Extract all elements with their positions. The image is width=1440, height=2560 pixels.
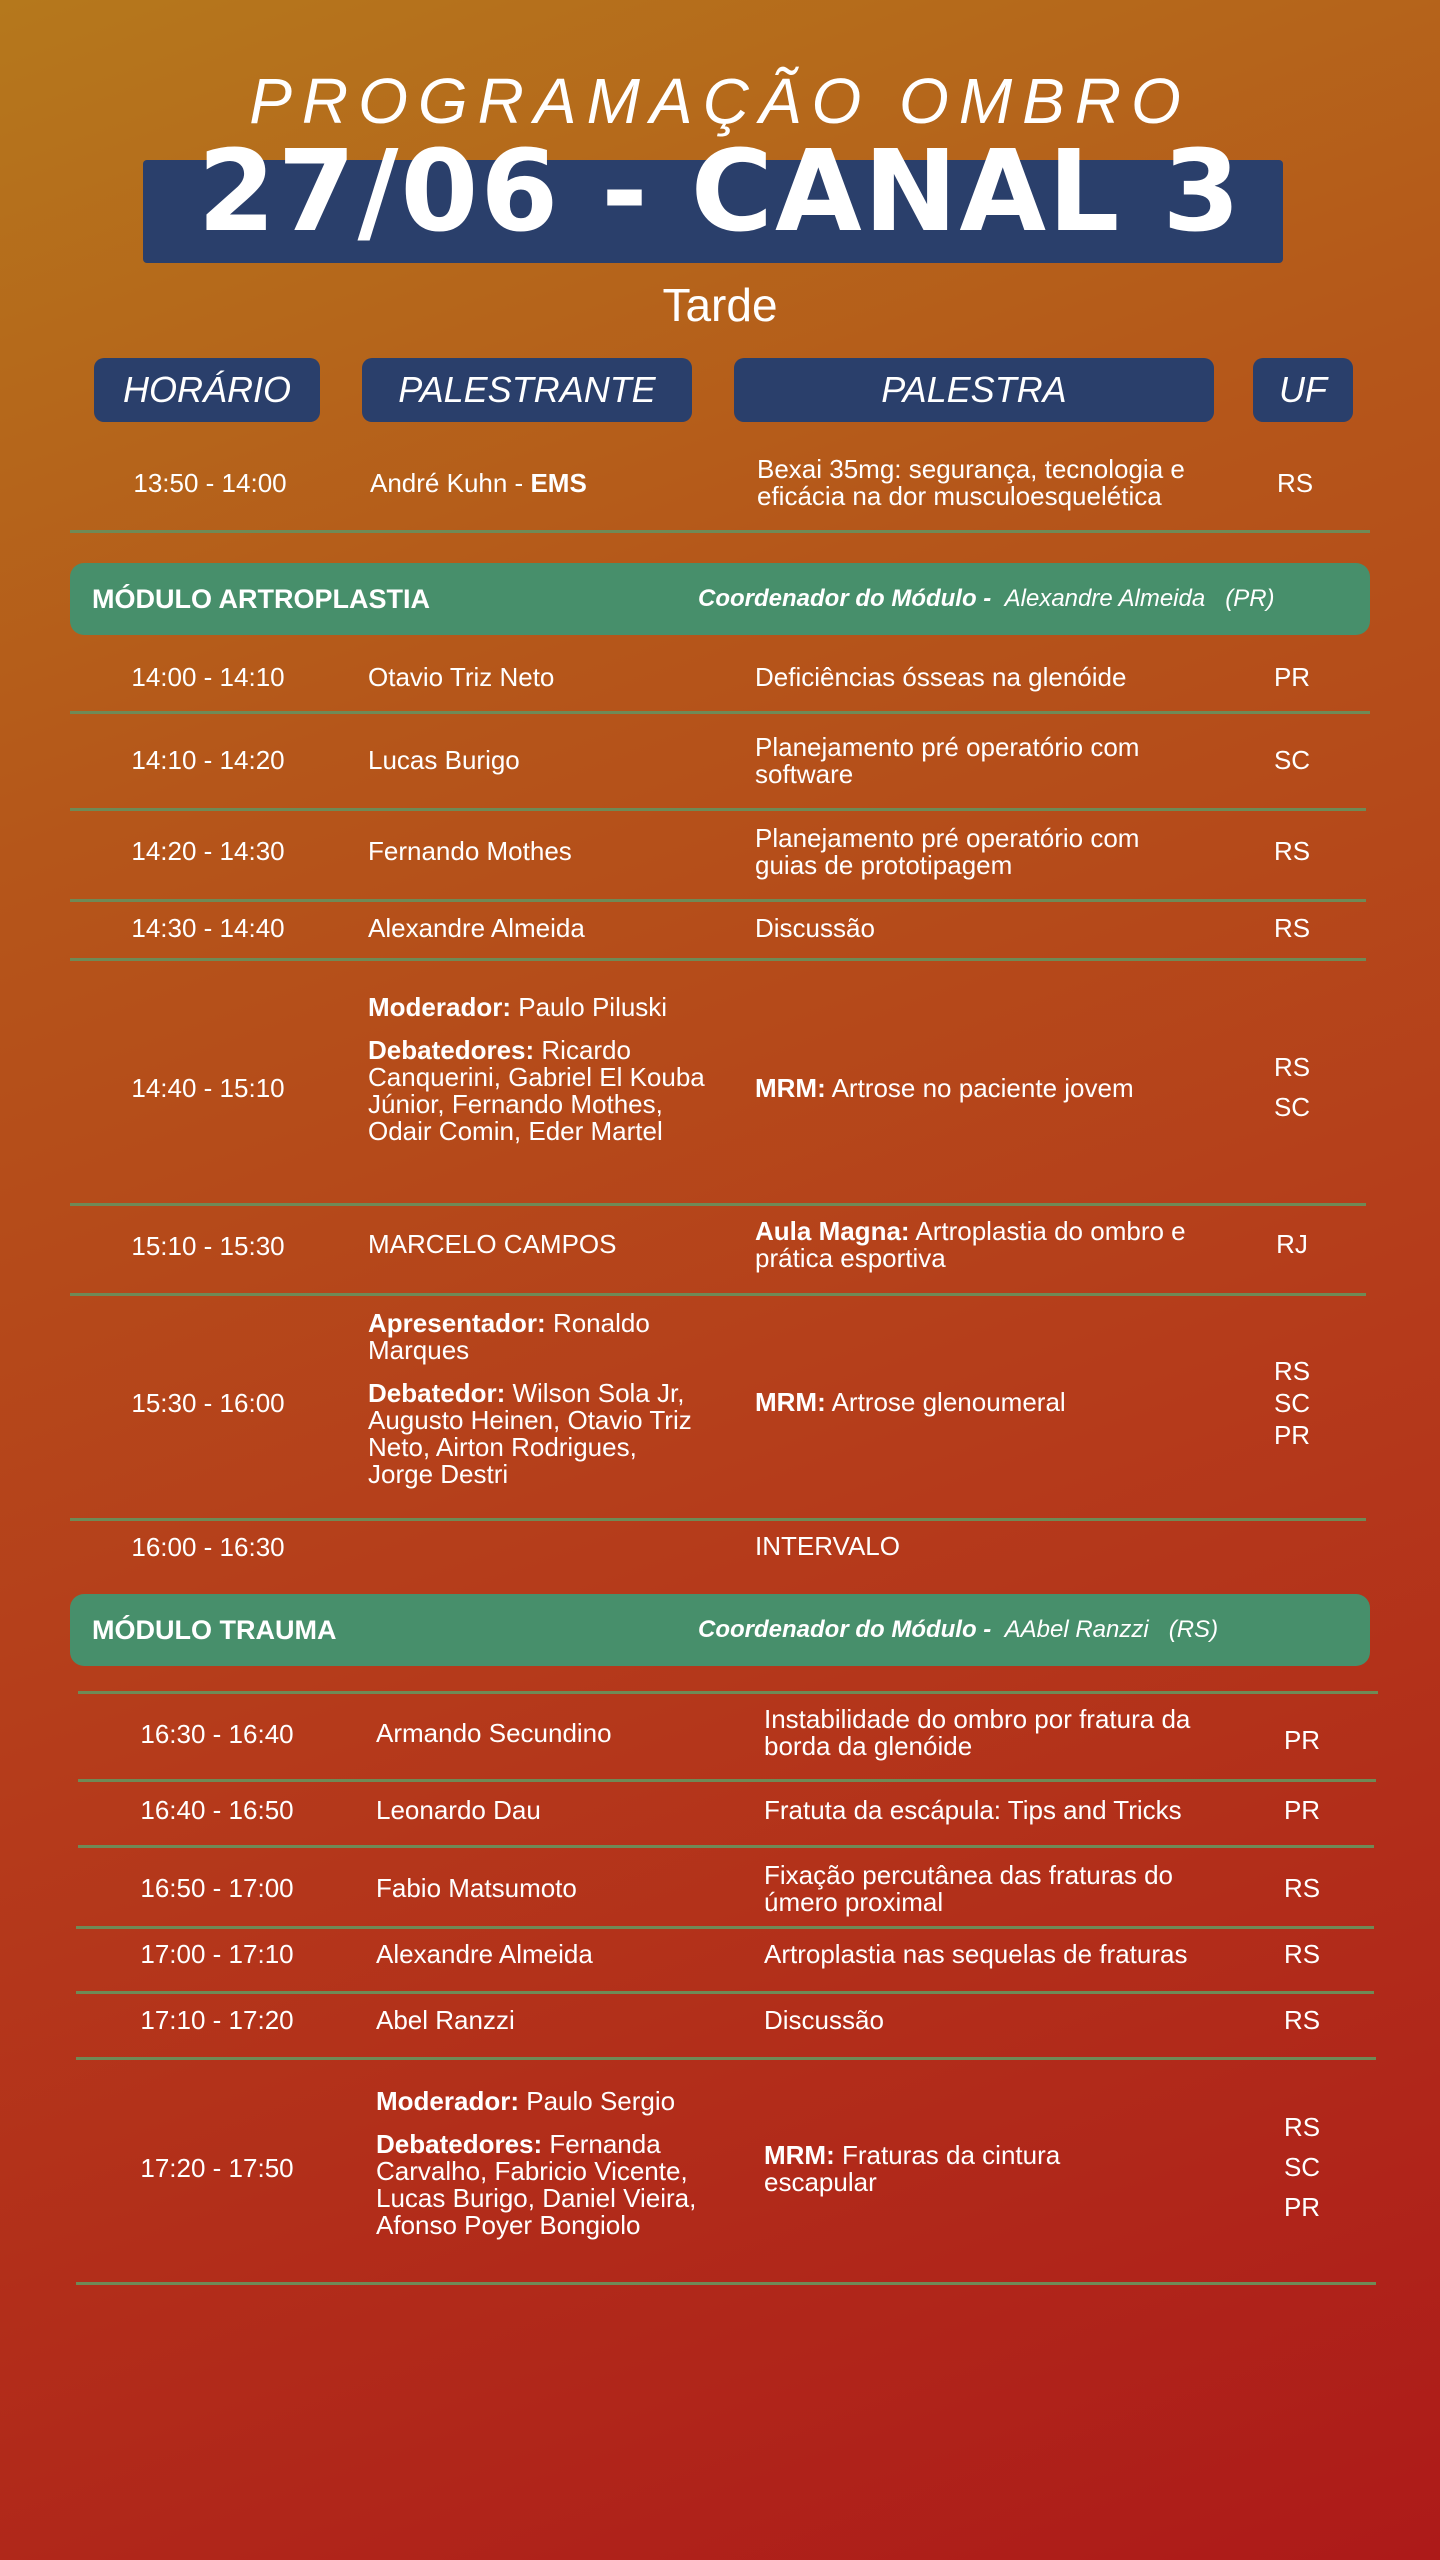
row-speaker: Alexandre Almeida xyxy=(368,913,585,943)
module-coordinator: Coordenador do Módulo - Alexandre Almeida (PR) xyxy=(698,585,1275,612)
row-divider xyxy=(70,899,1366,902)
row-time: 14:20 - 14:30 xyxy=(131,836,285,866)
module-name: MÓDULO TRAUMA xyxy=(92,1615,337,1645)
row-divider xyxy=(70,530,1370,533)
date-channel-title: 27/06 - CANAL 3 xyxy=(197,127,1243,257)
row-panel: Apresentador: Ronaldo Marques Debatedor: Wilson Sola Jr, Augusto Heinen, Otavio Triz Neto, Airton Rodrigues, Jorge Destri xyxy=(368,1308,692,1489)
row-speaker: Leonardo Dau xyxy=(376,1795,541,1825)
row-divider xyxy=(76,1926,1374,1929)
row-divider xyxy=(78,1779,1376,1782)
column-header-uf: UF xyxy=(1253,358,1353,422)
row-uf: RS xyxy=(1273,836,1311,866)
row-uf: RS xyxy=(1276,468,1314,498)
row-divider xyxy=(70,958,1366,961)
row-divider xyxy=(78,1691,1378,1694)
row-time: 17:00 - 17:10 xyxy=(140,1939,294,1969)
row-time: 15:10 - 15:30 xyxy=(131,1231,285,1261)
row-uf: PR xyxy=(1273,662,1311,692)
row-uf: RS xyxy=(1273,913,1311,943)
row-divider xyxy=(70,1518,1366,1521)
row-uf: PR xyxy=(1273,1420,1311,1450)
row-speaker: Fernando Mothes xyxy=(368,836,572,866)
row-divider xyxy=(78,1845,1374,1848)
module-coordinator: Coordenador do Módulo - AAbel Ranzzi (RS) xyxy=(698,1616,1219,1643)
row-panel: Moderador: Paulo Sergio Debatedores: Fernanda Carvalho, Fabricio Vicente, Lucas Burigo, Daniel Vieira, Afonso Poyer Bongiolo xyxy=(376,2086,697,2240)
row-talk: Instabilidade do ombro por fratura da borda da glenóide xyxy=(764,1704,1191,1761)
row-talk: Discussão xyxy=(755,913,875,943)
row-speaker: Abel Ranzzi xyxy=(376,2005,515,2035)
row-speaker: MARCELO CAMPOS xyxy=(368,1229,617,1259)
column-header-speaker: PALESTRANTE xyxy=(362,358,692,422)
row-panel: Moderador: Paulo Piluski Debatedores: Ricardo Canquerini, Gabriel El Kouba Júnior, Fernando Mothes, Odair Comin, Eder Martel xyxy=(368,992,705,1146)
row-time: 16:00 - 16:30 xyxy=(131,1532,285,1562)
row-talk: Fixação percutânea das fraturas do úmero proximal xyxy=(764,1860,1174,1917)
row-talk: Artroplastia nas sequelas de fraturas xyxy=(764,1939,1188,1969)
row-divider xyxy=(76,2282,1376,2285)
row-speaker: Otavio Triz Neto xyxy=(368,662,555,692)
row-uf: RS xyxy=(1273,1052,1311,1082)
row-time: 14:10 - 14:20 xyxy=(131,745,285,775)
row-uf: SC xyxy=(1273,745,1311,775)
row-talk: Aula Magna: Artroplastia do ombro e prática esportiva xyxy=(755,1216,1186,1273)
row-speaker: André Kuhn - EMS xyxy=(370,468,587,498)
row-time: 17:10 - 17:20 xyxy=(140,2005,294,2035)
row-uf: RS xyxy=(1283,2005,1321,2035)
row-divider xyxy=(76,2057,1376,2060)
row-uf: SC xyxy=(1283,2152,1321,2182)
row-uf: RS xyxy=(1273,1356,1311,1386)
row-uf: PR xyxy=(1283,1725,1321,1755)
row-speaker: Fabio Matsumoto xyxy=(376,1873,577,1903)
row-talk: Deficiências ósseas na glenóide xyxy=(755,662,1127,692)
row-talk: Fratuta da escápula: Tips and Tricks xyxy=(764,1795,1182,1825)
module-name: MÓDULO ARTROPLASTIA xyxy=(92,584,430,614)
row-divider xyxy=(70,1293,1366,1296)
row-uf: PR xyxy=(1283,2192,1321,2222)
row-divider xyxy=(76,1991,1374,1994)
period-label: Tarde xyxy=(662,279,778,331)
row-time: 13:50 - 14:00 xyxy=(133,468,287,498)
module-header-trauma xyxy=(70,1594,1370,1666)
row-talk: Planejamento pré operatório com software xyxy=(755,732,1140,789)
row-talk: MRM: Fraturas da cintura escapular xyxy=(764,2140,1061,2197)
row-time: 14:40 - 15:10 xyxy=(131,1073,285,1103)
row-divider xyxy=(70,1203,1366,1206)
row-talk: Discussão xyxy=(764,2005,884,2035)
row-uf: RS xyxy=(1283,1873,1321,1903)
row-speaker: Alexandre Almeida xyxy=(376,1939,593,1969)
row-uf: RS xyxy=(1283,1939,1321,1969)
row-time: 14:30 - 14:40 xyxy=(131,913,285,943)
row-speaker: Lucas Burigo xyxy=(368,745,520,775)
row-time: 17:20 - 17:50 xyxy=(140,2153,294,2183)
column-header-time: HORÁRIO xyxy=(94,358,320,422)
row-divider xyxy=(70,808,1366,811)
row-talk: MRM: Artrose no paciente jovem xyxy=(755,1073,1134,1103)
row-uf: SC xyxy=(1273,1092,1311,1122)
module-header-artroplastia xyxy=(70,563,1370,635)
row-uf: RJ xyxy=(1276,1229,1308,1259)
row-time: 15:30 - 16:00 xyxy=(131,1388,285,1418)
row-divider xyxy=(70,711,1370,714)
row-talk: Planejamento pré operatório com guias de prototipagem xyxy=(755,823,1140,880)
row-talk: Bexai 35mg: segurança, tecnologia e eficácia na dor musculoesquelética xyxy=(757,454,1185,511)
row-talk: INTERVALO xyxy=(755,1531,900,1561)
row-uf: RS xyxy=(1283,2112,1321,2142)
row-time: 14:00 - 14:10 xyxy=(131,662,285,692)
column-header-talk: PALESTRA xyxy=(734,358,1214,422)
row-time: 16:30 - 16:40 xyxy=(140,1719,294,1749)
row-uf: SC xyxy=(1273,1388,1311,1418)
row-talk: MRM: Artrose glenoumeral xyxy=(755,1387,1066,1417)
row-time: 16:40 - 16:50 xyxy=(140,1795,294,1825)
sponsor-name: EMS xyxy=(530,468,587,498)
program-title: PROGRAMAÇÃO OMBRO xyxy=(249,65,1191,137)
row-time: 16:50 - 17:00 xyxy=(140,1873,294,1903)
row-uf: PR xyxy=(1283,1795,1321,1825)
row-speaker: Armando Secundino xyxy=(376,1718,612,1748)
